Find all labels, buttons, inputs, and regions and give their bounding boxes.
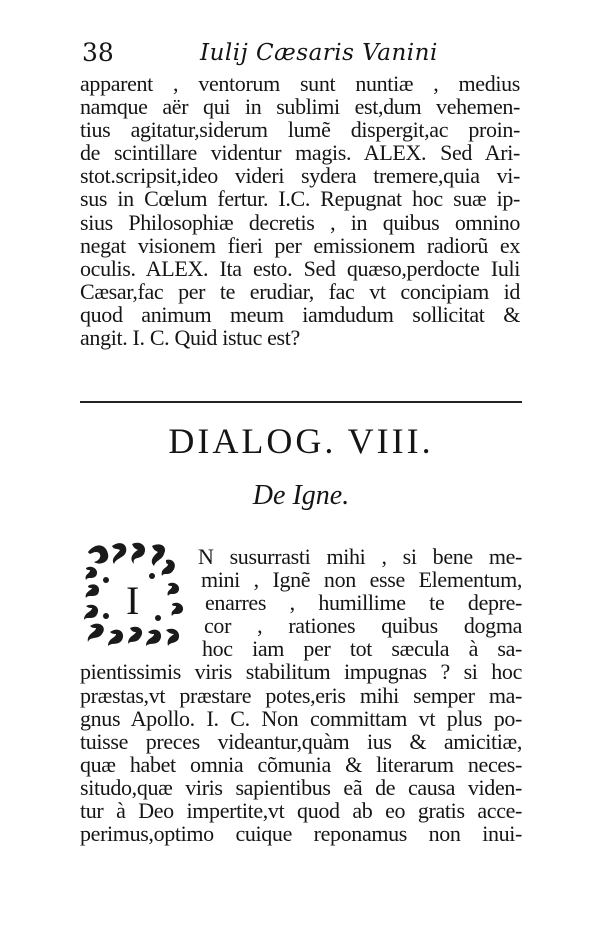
text-line: hoc iam per tot sæcula à sa-: [202, 636, 522, 662]
text-line: gnus Apollo. I. C. Non committam vt plus po-: [80, 705, 522, 731]
text-line: mini , Ignẽ non esse Elementum,: [201, 567, 522, 593]
text-line: angit. I. C. Quid istuc est?: [80, 325, 300, 351]
dialog-subject: De Igne.: [252, 480, 350, 511]
text-line: N susurrasti mihi , si bene me-: [198, 544, 522, 569]
text-line: enarres , humillime te depre-: [205, 590, 522, 616]
text-line: sius Philosophiæ decretis , in quibus omnino: [80, 209, 520, 235]
text-line: pientissimis viris stabilitum impugnas ? si hoc: [80, 659, 522, 685]
text-line: oculis. ALEX. Ita esto. Sed quæso,perdocte Iuli: [80, 255, 520, 281]
text-line: tuisse preces videantur,quàm ius & amicitiæ,: [80, 728, 522, 754]
text-line: namque aër qui in sublimi est,dum vehemen-: [80, 94, 520, 120]
text-line: apparent , ventorum sunt nuntiæ , medius: [80, 71, 520, 96]
text-block-dialog: [80, 545, 522, 845]
dialog-heading: DIALOG. VIII.: [168, 421, 434, 461]
text-line: tius agitatur,siderum lumẽ dispergit,ac proin-: [80, 117, 520, 143]
running-title: Iulij Cæsaris Vanini: [200, 40, 438, 66]
text-line: quæ habet omnia cõmunia & literarum neces-: [80, 751, 522, 777]
text-line: quod animum meum iamdudum sollicitat &: [80, 301, 520, 327]
page-header: [82, 38, 522, 72]
page-number: 38: [82, 38, 114, 67]
text-line: tur à Deo impertite,vt quod ab eo gratis acce-: [80, 798, 522, 824]
text-line: perimus,optimo cuique reponamus non inui-: [80, 821, 522, 847]
initial-letter: I: [126, 578, 140, 623]
text-line: sus in Cœlum fertur. I.C. Repugnat hoc suæ ip-: [80, 186, 520, 212]
section-divider: [80, 401, 522, 403]
text-line: situdo,quæ viris sapientibus eã de causa viden-: [80, 774, 522, 800]
text-line: Cæsar,fac per te erudiar, fac vt concipiam id: [80, 278, 520, 304]
text-line: stot.scripsit,ideo videri sydera tremere,quia vi-: [80, 163, 520, 189]
text-line: negat visionem fieri per emissionem radiorũ ex: [80, 232, 520, 258]
text-line: præstas,vt præstare potes,eris mihi semper ma-: [80, 682, 522, 708]
text-block-continued: [80, 72, 520, 349]
text-line: de scintillare videntur magis. ALEX. Sed Ari-: [80, 140, 520, 166]
text-line: cor , rationes quibus dogma: [204, 613, 522, 639]
